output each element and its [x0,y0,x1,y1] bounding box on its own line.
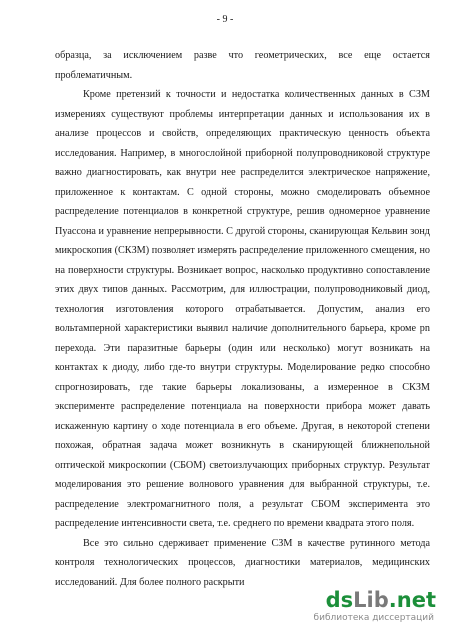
paragraph-3: Все это сильно сдерживает применение СЗМ в качестве рутинного метода контроля технологических процессов, диагностики материалов, медицинских исследований. Для более полного раскрыти [55,537,430,588]
watermark [286,589,436,625]
page-number: - 9 - [216,14,234,25]
paragraph-1: образца, за исключением разве что геометрических, все еще остается проблематичным. [55,50,430,81]
paragraph-2: Кроме претензий к точности и недостатка количественных данных в СЗМ измерениях существуют проблемы интерпретации данных и использования их в анализе процессов и свойств, определяющих практическую ценность объекта исследования. Например, в многослойной приборной полупроводниковой структуре важно диагностировать, как внутри нее распределится электрическое напряжение, приложенное к контактам. С одной стороны, можно смоделировать объемное распределение потенциалов в конкретной структуре, решив одномерное уравнение Пуассона и уравнение непрерывности. С другой стороны, сканирующая Кельвин зонд микроскопия (СКЗМ) позволяет измерять распределение приложенного смещения, но на поверхности структуры. Возникает вопрос, насколько продуктивно сопоставление этих двух типов данных. Рассмотрим, для иллюстрации, полупроводниковый диод, технология изготовления которого отрабатывается. Допустим, анализ его вольтамперной характеристики выявил наличие дополнительного барьера, кроме pn перехода. Эти паразитные барьеры (один или несколько) могут возникать на контактах к диоду, либо где-то внутри структуры. Моделирование редко способно спрогнозировать, где такие барьеры локализованы, а измеренное в СКЗМ эксперименте распределение потенциала на поверхности прибора может давать искаженную картину о ходе потенциала в его объеме. Другая, в некоторой степени похожая, обратная задача может возникнуть в сканирующей ближнепольной оптической микроскопии (СБОМ) светоизлучающих приборных структур. Результат моделирования это решение волнового уравнения для выбранной структуры, т.е. распределение электромагнитного поля, а результат СБОМ эксперимента это распределение интенсивности света, т.е. среднего по времени квадрата этого поля. [55,89,430,529]
document-body [55,46,430,592]
dslib-logo: dsLib.net [325,588,436,612]
watermark-tagline: библиотека диссертаций [313,613,434,623]
